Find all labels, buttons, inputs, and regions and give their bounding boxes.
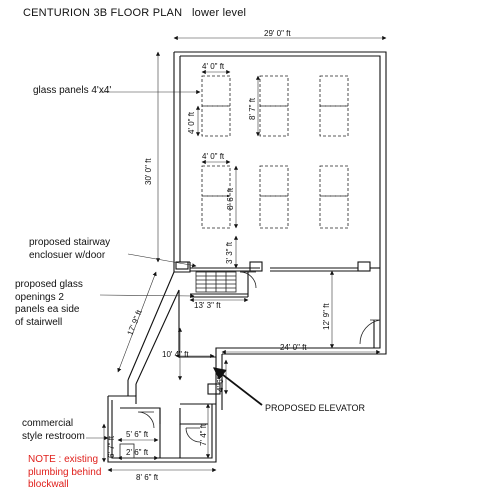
- callout-stair-enclosure-line1: proposed stairway: [29, 237, 111, 248]
- dim-stair-width: 13' 3" ft: [194, 301, 221, 310]
- callout-glass-openings-line3: panels ea side: [15, 304, 80, 315]
- dim-stair-height: 3' 3" ft: [225, 241, 234, 264]
- dim-right-height: 12' 9" ft: [322, 303, 331, 330]
- dim-panel-gap-2: 8' 6" ft: [226, 187, 235, 210]
- callout-glass-openings-line2: openings 2: [15, 291, 64, 303]
- plumbing-note-line3: blockwall: [28, 479, 69, 490]
- dimension-lines: [104, 38, 386, 470]
- dim-restroom-inner: 2' 6" ft: [126, 448, 149, 457]
- dim-restroom-left-height: 6' 7" ft: [107, 435, 116, 458]
- dimension-labels: [107, 29, 331, 482]
- dim-bottom-width: 24' 0" ft: [280, 343, 307, 352]
- corridor-walls: [125, 272, 222, 410]
- glass-panel: [202, 76, 230, 106]
- glass-panel: [260, 106, 288, 136]
- glass-panel: [260, 196, 288, 228]
- dim-panel-width-2: 4' 0" ft: [202, 152, 225, 161]
- dim-corridor: 10' 4" ft: [162, 350, 189, 359]
- callout-restroom-line1: commercial: [22, 418, 74, 429]
- callout-glass-openings-line4: of stairwell: [15, 316, 63, 328]
- dim-restroom-width: 5' 6" ft: [126, 430, 149, 439]
- callout-stair-enclosure-line2: enclosuer w/door: [29, 249, 106, 261]
- glass-panel: [320, 166, 348, 196]
- dim-elevator-height: 4' 6" ft: [216, 369, 225, 392]
- stairwell: [190, 272, 256, 297]
- dim-diagonal: 17' 9" ft: [125, 308, 144, 337]
- main-room-walls: [174, 52, 386, 357]
- dim-restroom-right-height: 7' 4" ft: [199, 423, 208, 446]
- plumbing-note-line1: NOTE : existing: [28, 454, 99, 465]
- dim-left-height: 30' 0" ft: [144, 158, 153, 185]
- glass-panel: [320, 76, 348, 106]
- plumbing-note-line2: plumbing behind: [28, 466, 102, 478]
- callout-glass-openings-line1: proposed glass: [15, 279, 83, 290]
- dim-panel-height-1: 4' 0" ft: [187, 111, 196, 134]
- plan-title-main: CENTURION 3B FLOOR PLAN: [23, 7, 183, 19]
- plan-title-sub: lower level: [192, 7, 247, 19]
- glass-panel: [320, 196, 348, 228]
- glass-panel: [202, 106, 230, 136]
- callout-restroom-line2: style restroom: [22, 430, 85, 442]
- dim-panel-gap-1: 8' 7" ft: [248, 97, 257, 120]
- dim-top-width: 29' 0" ft: [264, 29, 291, 38]
- glass-panel: [260, 166, 288, 196]
- glass-panel: [320, 106, 348, 136]
- callout-elevator: PROPOSED ELEVATOR: [265, 403, 366, 413]
- callout-glass-panels: glass panels 4'x4': [33, 85, 112, 96]
- glass-panel: [260, 76, 288, 106]
- dim-restroom-total: 8' 6" ft: [136, 473, 159, 482]
- dim-panel-width-1: 4' 0" ft: [202, 62, 225, 71]
